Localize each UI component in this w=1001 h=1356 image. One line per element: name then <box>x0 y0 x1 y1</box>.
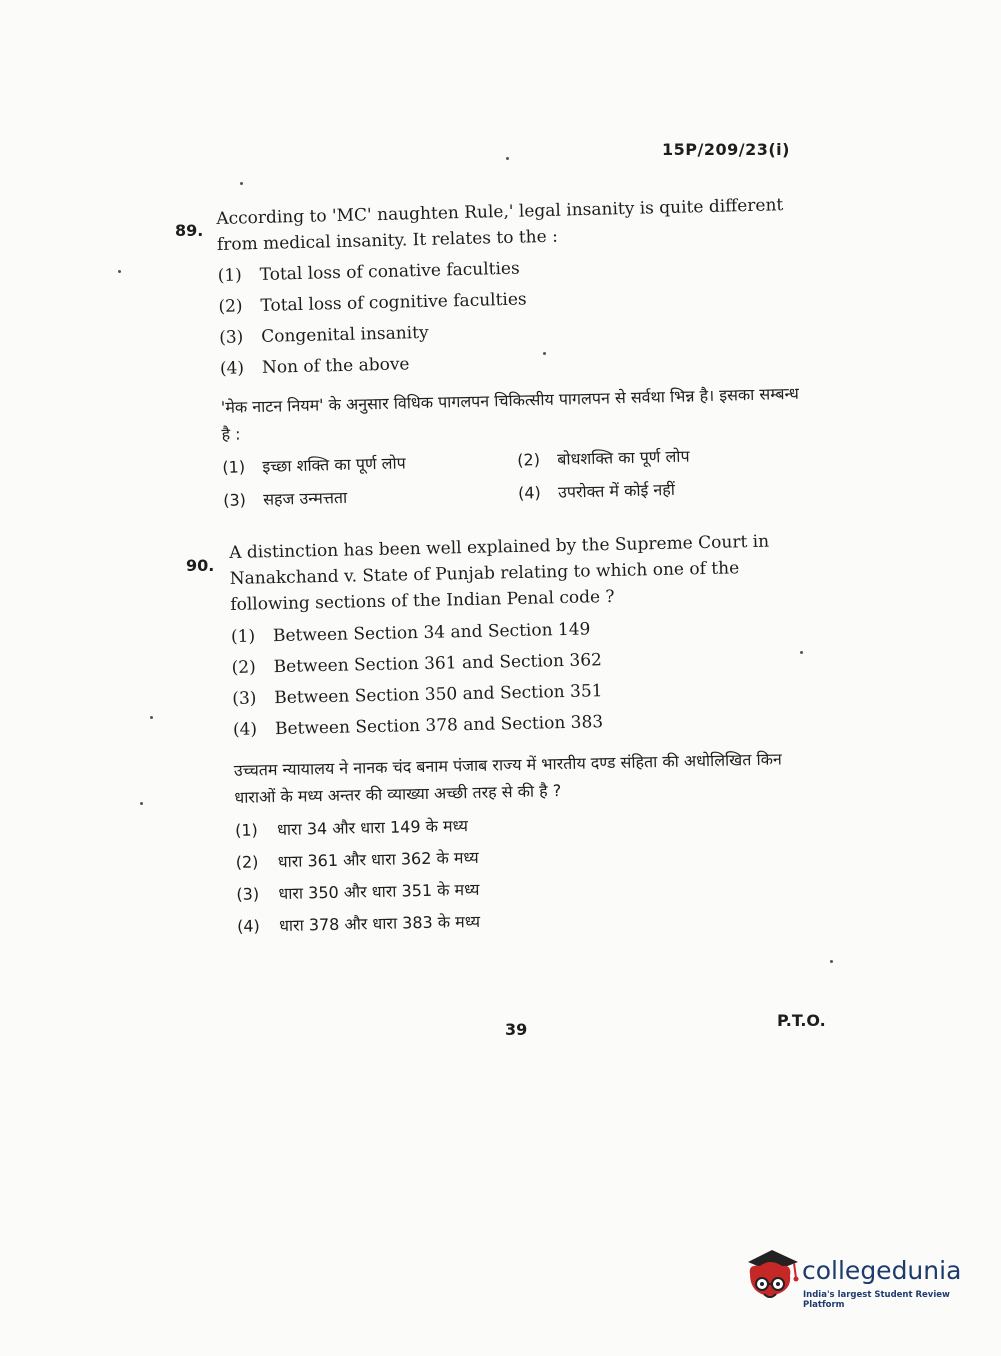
scan-speck <box>830 960 833 963</box>
question-90-number: 90. <box>186 556 215 575</box>
mascot-icon <box>742 1248 800 1314</box>
question-89-number: 89. <box>175 221 204 240</box>
scan-speck <box>140 802 143 805</box>
scan-speck <box>800 651 803 654</box>
scan-speck <box>150 716 153 719</box>
question-89 <box>216 192 813 514</box>
q89-option-4-en: (4) Non of the above <box>219 354 410 379</box>
q89-option-1-en: (1) Total loss of conative faculties <box>217 258 520 286</box>
q89-option-2-hi: (2) बोधशक्ति का पूर्ण लोप <box>517 446 690 470</box>
scan-speck <box>543 352 546 355</box>
collegedunia-logo <box>742 1248 972 1318</box>
question-90-stem-en: A distinction has been well explained by the Supreme Court in Nanakchand v. State of Punjab relating to which one of the following sections of the Indian Penal code ? <box>229 531 770 615</box>
q90-option-3-en: (3) Between Section 350 and Section 351 <box>232 681 603 709</box>
q89-option-3-hi: (3) सहज उन्मत्तता <box>222 487 348 510</box>
question-90-stem-hi: उच्चतम न्यायालय ने नानक चंद बनाम पंजाब राज्य में भारतीय दण्ड संहिता की अधोलिखित किन धाराओं के मध्य अन्तर की व्याख्या अच्छी तरह से की है ? <box>233 749 782 807</box>
q90-option-2-en: (2) Between Section 361 and Section 362 <box>231 650 603 678</box>
q90-option-4-en: (4) Between Section 378 and Section 383 <box>232 712 604 740</box>
page-number: 39 <box>505 1020 528 1039</box>
question-89-stem-hi: 'मेक नाटन नियम' के अनुसार विधिक पागलपन चिकित्सीय पागलपन से सर्वथा भिन्न है। इसका सम्बन्ध है : <box>220 383 800 444</box>
question-90 <box>229 528 827 940</box>
q89-option-2-en: (2) Total loss of cognitive faculties <box>218 289 527 317</box>
scan-speck <box>118 270 121 273</box>
q90-option-2-hi: (2) धारा 361 और धारा 362 के मध्य <box>235 847 479 872</box>
q89-option-1-hi: (1) इच्छा शक्ति का पूर्ण लोप <box>222 453 406 477</box>
q90-option-1-en: (1) Between Section 34 and Section 149 <box>230 619 591 647</box>
q89-option-3-en: (3) Congenital insanity <box>218 322 429 348</box>
q89-option-4-hi: (4) उपरोक्त में कोई नहीं <box>517 479 676 503</box>
pto-label: P.T.O. <box>777 1011 826 1030</box>
q90-option-4-hi: (4) धारा 378 और धारा 383 के मध्य <box>236 911 481 936</box>
scan-speck <box>506 157 509 160</box>
scan-speck <box>240 182 243 185</box>
q90-option-3-hi: (3) धारा 350 और धारा 351 के मध्य <box>236 879 480 904</box>
paper-code: 15P/209/23(i) <box>662 140 790 159</box>
q90-option-1-hi: (1) धारा 34 और धारा 149 के मध्य <box>234 816 469 840</box>
collegedunia-brand: collegedunia <box>802 1256 962 1285</box>
question-89-stem-en: According to 'MC' naughten Rule,' legal insanity is quite different from medical insanity. It relates to the : <box>216 195 784 255</box>
collegedunia-tagline: India's largest Student Review Platform <box>803 1290 950 1310</box>
